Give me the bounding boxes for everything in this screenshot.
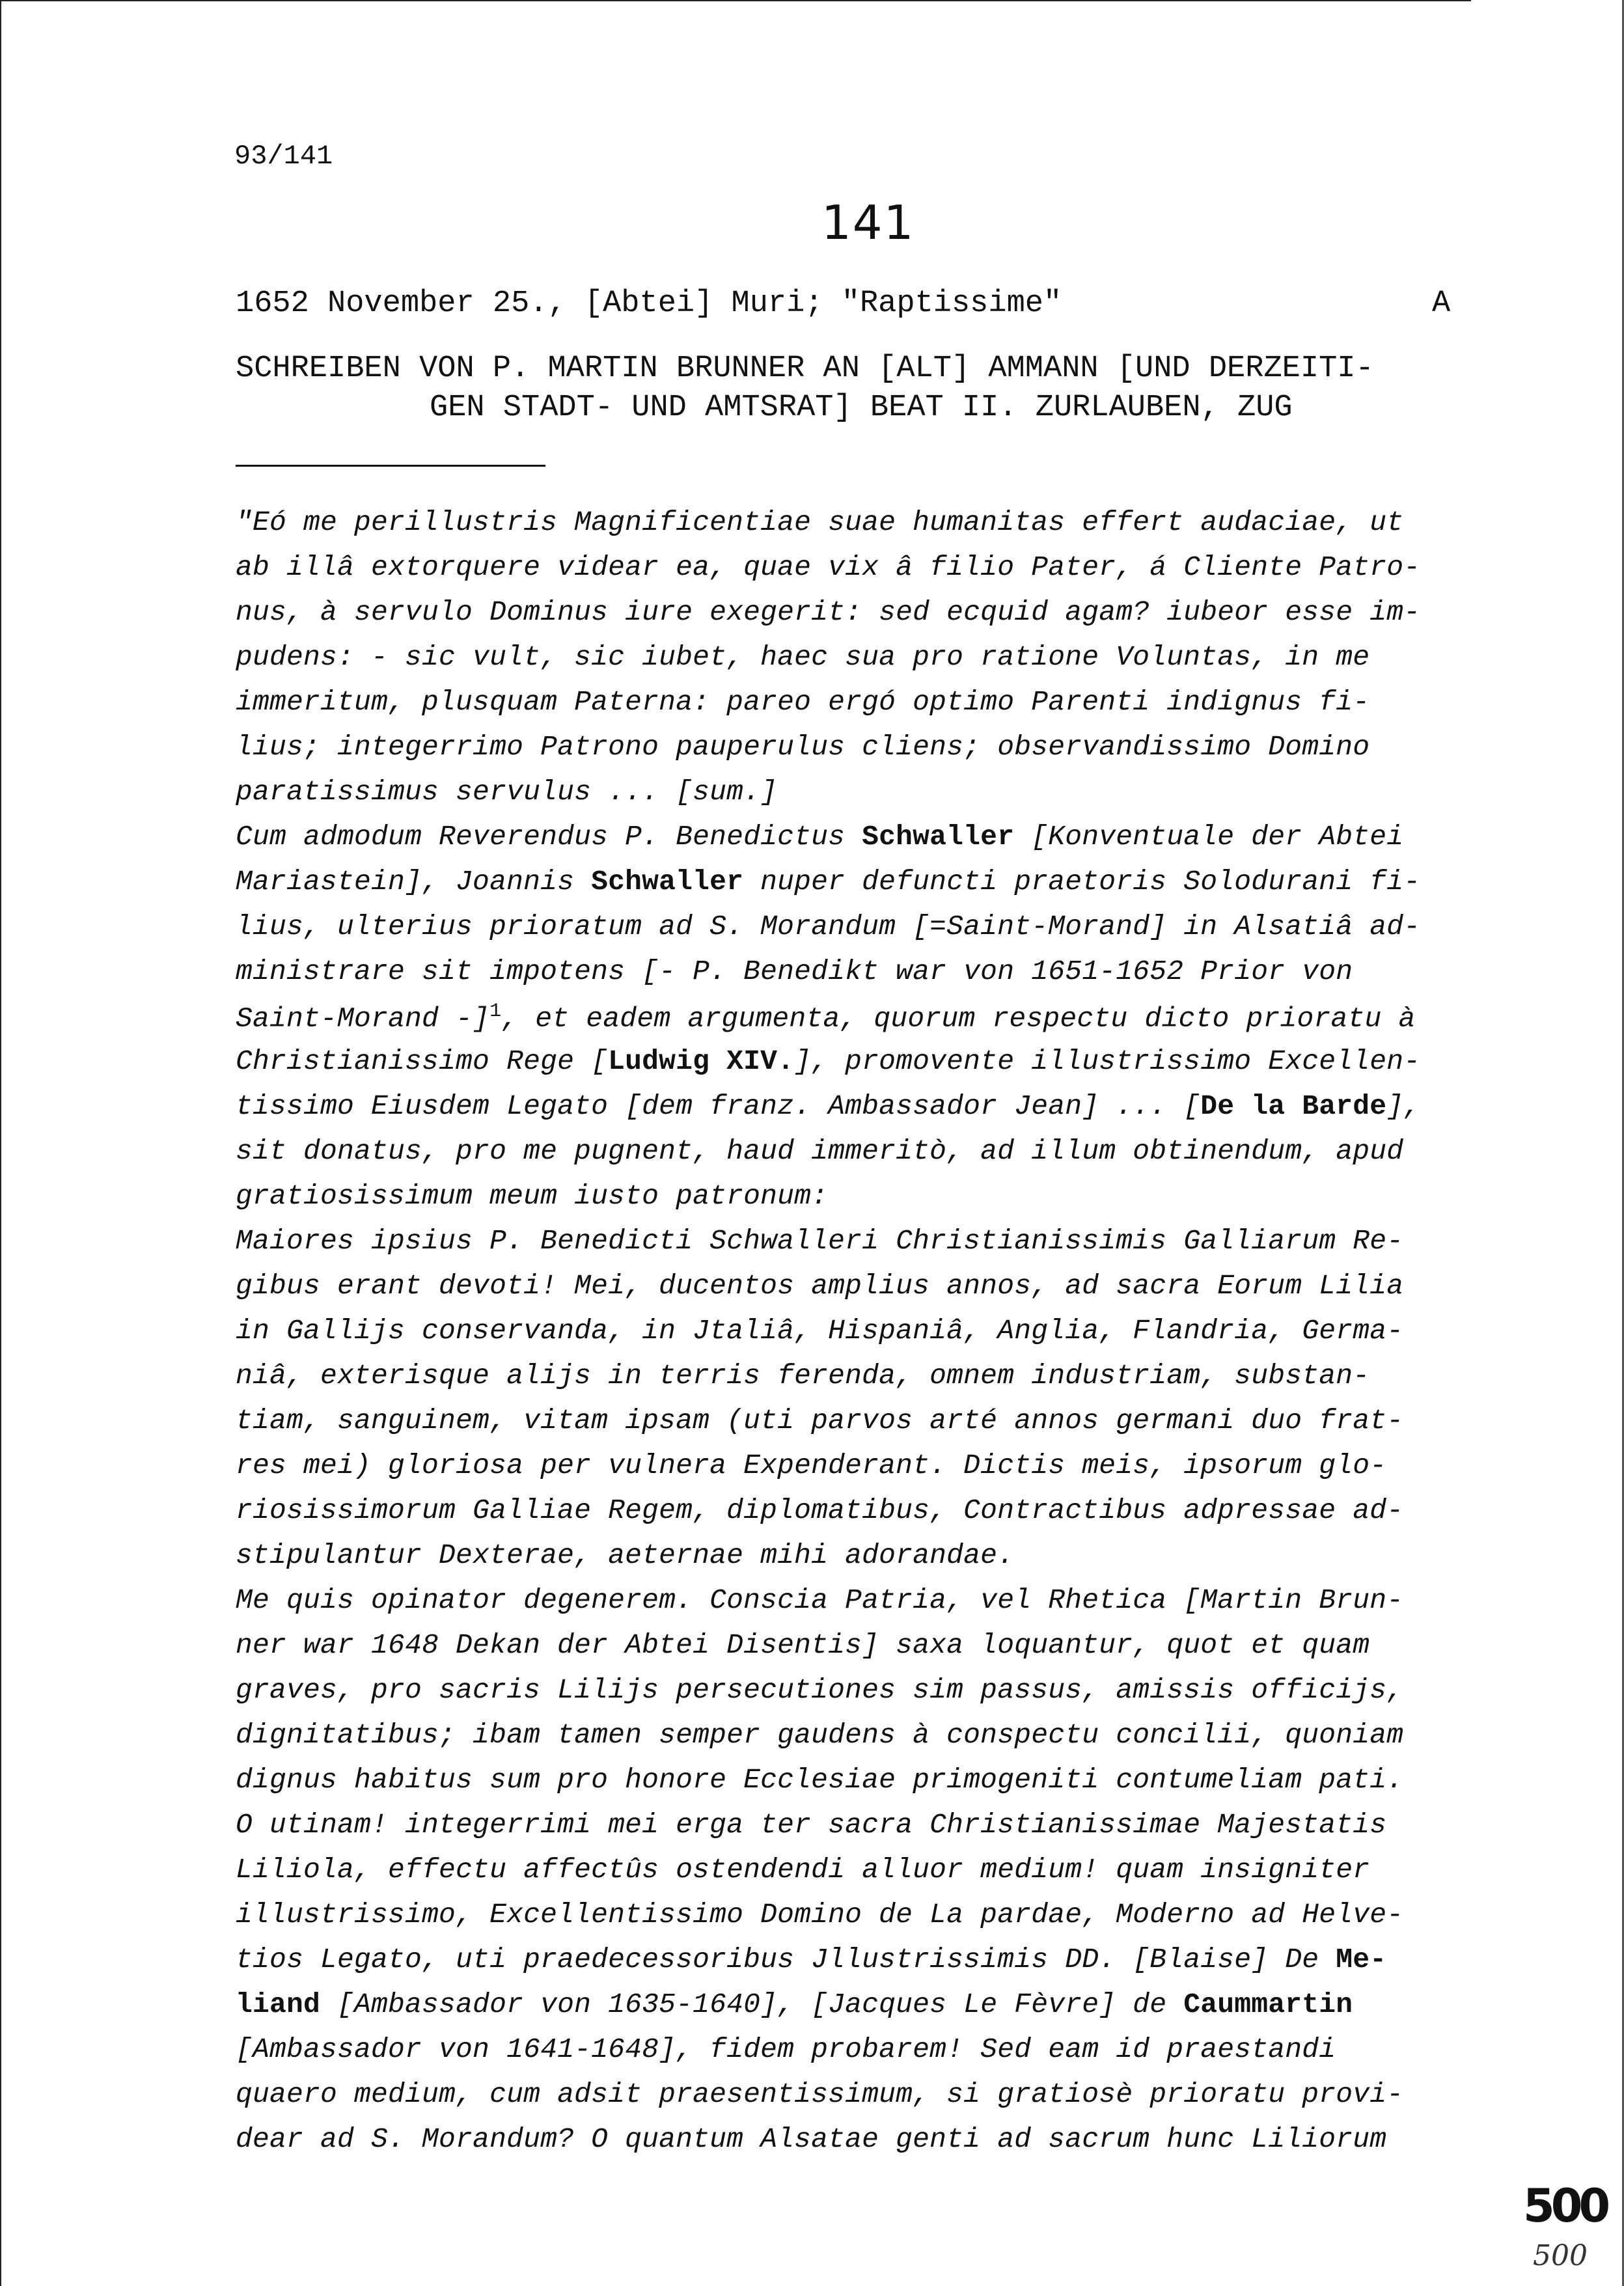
body-line: in Gallijs conservanda, in Jtaliâ, Hispaniâ, Anglia, Flandria, Germa- (236, 1315, 1404, 1347)
body-line: pudens: - sic vult, sic iubet, haec sua pro ratione Voluntas, in me (236, 641, 1370, 673)
body-line: res mei) gloriosa per vulnera Expenderant. Dictis meis, ipsorum glo- (236, 1450, 1387, 1481)
document-mark: A (1432, 286, 1451, 321)
body-line: riosissimorum Galliae Regem, diplomatibus, Contractibus adpressae ad- (236, 1494, 1404, 1526)
body-line: immeritum, plusquam Paterna: pareo ergó optimo Parenti indignus fi- (236, 686, 1370, 718)
folio-number-stamp: 500 (1523, 2179, 1607, 2233)
text-run: tios Legato, uti praedecessoribus Jllustrissimis DD. [Blaise] De (236, 1944, 1336, 1976)
body-line (236, 866, 1420, 898)
bold-name: liand (236, 1989, 321, 2020)
body-line: stipulantur Dexterae, aeternae mihi adorandae. (236, 1539, 1015, 1571)
text-run: nuper defuncti praetoris Solodurani fi- (743, 866, 1421, 898)
heading-divider (236, 465, 545, 467)
body-line: graves, pro sacris Lilijs persecutiones sim passus, amissis officijs, (236, 1674, 1404, 1706)
text-run: Christianissimo Rege [ (236, 1045, 609, 1077)
bold-name: Schwaller (591, 866, 744, 898)
archive-reference: 93/141 (234, 141, 333, 172)
body-line: gibus erant devoti! Mei, ducentos amplius annos, ad sacra Eorum Lilia (236, 1270, 1404, 1302)
body-line (236, 821, 1403, 853)
text-run: ], (1386, 1090, 1421, 1122)
text-run: [Konventuale der Abtei (1014, 821, 1404, 853)
dateline: 1652 November 25., [Abtei] Muri; "Raptissime" (236, 286, 1062, 321)
body-line: illustrissimo, Excellentissimo Domino de La pardae, Moderno ad Helve- (236, 1899, 1404, 1931)
body-line: ministrare sit impotens [- P. Benedikt war von 1651-1652 Prior von (236, 956, 1353, 987)
body-line: O utinam! integerrimi mei erga ter sacra Christianissimae Majestatis (236, 1809, 1387, 1841)
body-line: Maiores ipsius P. Benedicti Schwalleri Christianissimis Galliarum Re- (236, 1225, 1404, 1257)
body-line: lius; integerrimo Patrono pauperulus cliens; observandissimo Domino (236, 731, 1370, 763)
body-line (236, 1000, 1416, 1034)
body-line: Me quis opinator degenerem. Conscia Patria, vel Rhetica [Martin Brun- (236, 1584, 1404, 1616)
body-line (236, 1944, 1386, 1976)
folio-number-handwritten: 500 (1533, 2239, 1588, 2272)
body-line: gratiosissimum meum iusto patronum: (236, 1180, 829, 1212)
body-line (236, 1090, 1420, 1122)
body-line: "Eó me perillustris Magnificentiae suae humanitas effert audaciae, ut (236, 506, 1404, 538)
page-border-left (0, 0, 1, 2286)
page-border-top (0, 0, 1471, 1)
bold-name: Ludwig XIV. (608, 1045, 795, 1077)
text-run: ], promovente illustrissimo Excellen- (794, 1045, 1421, 1077)
bold-name: Me- (1336, 1944, 1387, 1976)
bold-name: Schwaller (862, 821, 1015, 853)
bold-name: De la Barde (1200, 1090, 1387, 1122)
text-run: Saint-Morand -] (236, 1002, 490, 1035)
text-run: Cum admodum Reverendus P. Benedictus (236, 821, 862, 853)
body-line: dignus habitus sum pro honore Ecclesiae primogeniti contumeliam pati. (236, 1764, 1404, 1796)
body-line: paratissimus servulus ... [sum.] (236, 776, 778, 808)
body-line: lius, ulterius prioratum ad S. Morandum [=Saint-Morand] in Alsatiâ ad- (236, 911, 1421, 943)
body-line: Liliola, effectu affectûs ostendendi alluor medium! quam insigniter (236, 1854, 1370, 1886)
document-number: 141 (821, 195, 915, 250)
body-line: niâ, exterisque alijs in terris ferenda, omnem industriam, substan- (236, 1360, 1370, 1392)
body-line (236, 1989, 1353, 2020)
document-heading-line-2: GEN STADT- UND AMTSRAT] BEAT II. ZURLAUBEN, ZUG (430, 391, 1293, 425)
text-run: , et eadem argumenta, quorum respectu dicto prioratu à (501, 1002, 1416, 1035)
body-line: ab illâ extorquere videar ea, quae vix â filio Pater, á Cliente Patro- (236, 551, 1421, 583)
text-run: Mariastein], Joannis (236, 866, 592, 898)
body-line: nus, à servulo Dominus iure exegerit: sed ecquid agam? iubeor esse im- (236, 596, 1421, 628)
text-run: tissimo Eiusdem Legato [dem franz. Ambassador Jean] ... [ (236, 1090, 1201, 1122)
body-line: dear ad S. Morandum? O quantum Alsatae genti ad sacrum hunc Liliorum (236, 2123, 1387, 2155)
body-line: [Ambassador von 1641-1648], fidem probarem! Sed eam id praestandi (236, 2033, 1336, 2065)
body-line (236, 1045, 1420, 1077)
body-line: tiam, sanguinem, vitam ipsam (uti parvos arté annos germani duo frat- (236, 1405, 1404, 1437)
document-heading-line-1: SCHREIBEN VON P. MARTIN BRUNNER AN [ALT] AMMANN [UND DERZEITI- (236, 351, 1374, 386)
footnote-marker: 1 (489, 1000, 502, 1023)
body-line: ner war 1648 Dekan der Abtei Disentis] saxa loquantur, quot et quam (236, 1629, 1370, 1661)
body-line: sit donatus, pro me pugnent, haud immeritò, ad illum obtinendum, apud (236, 1135, 1404, 1167)
text-run: [Ambassador von 1635-1640], [Jacques Le Fèvre] de (320, 1989, 1184, 2020)
body-line: quaero medium, cum adsit praesentissimum, si gratiosè prioratu provi- (236, 2078, 1404, 2110)
bold-name: Caummartin (1183, 1989, 1353, 2020)
body-line: dignitatibus; ibam tamen semper gaudens à conspectu concilii, quoniam (236, 1719, 1404, 1751)
